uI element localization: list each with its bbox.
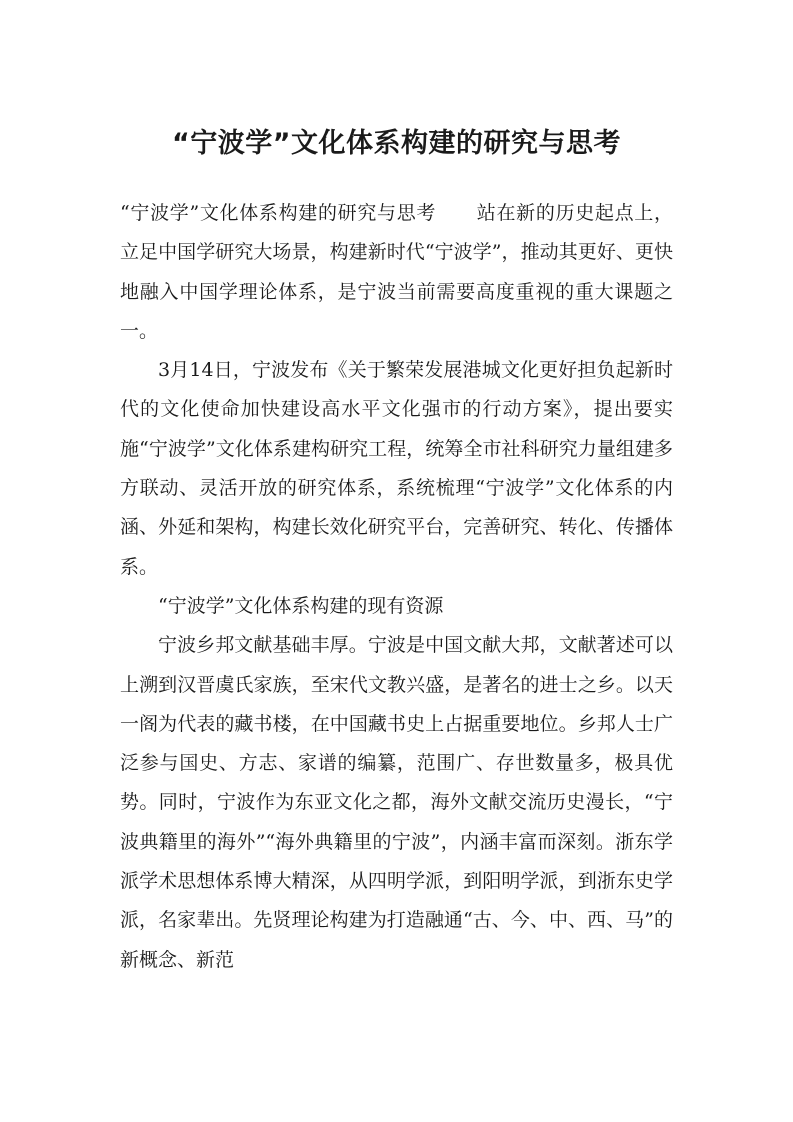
paragraph-intro-lead: “宁波学”文化体系构建的研究与思考	[120, 202, 437, 224]
paragraph-intro	[120, 194, 673, 351]
paragraph-action-plan: 3月14日，宁波发布《关于繁荣发展港城文化更好担负起新时代的文化使命加快建设高水平文化强市的行动方案》，提出要实施“宁波学”文化体系建构研究工程，统筹全市社科研究力量组建多方联动、灵活开放的研究体系，系统梳理“宁波学”文化体系的内涵、外延和架构，构建长效化研究平台，完善研究、转化、传播体系。	[120, 359, 673, 578]
section-heading: “宁波学”文化体系构建的现有资源	[158, 594, 444, 617]
document-title: “宁波学”文化体系构建的研究与思考	[172, 128, 621, 159]
document-body	[120, 194, 673, 980]
paragraph-resources: 宁波乡邦文献基础丰厚。宁波是中国文献大邦，文献著述可以上溯到汉晋虞氏家族，至宋代文教兴盛，是著名的进士之乡。以天一阁为代表的藏书楼，在中国藏书史上占据重要地位。乡邦人士广泛参与国史、方志、家谱的编纂，范围广、存世数量多，极具优势。同时，宁波作为东亚文化之都，海外文献交流历史漫长，“宁波典籍里的海外”“海外典籍里的宁波”，内涵丰富而深刻。浙东学派学术思想体系博大精深，从四明学派，到阳明学派，到浙东史学派，名家辈出。先贤理论构建为打造融通“古、今、中、西、马”的新概念、新范	[120, 634, 673, 971]
paragraph-intro-text: 站在新的历史起点上，立足中国学研究大场景，构建新时代“宁波学”，推动其更好、更快地融入中国学理论体系，是宁波当前需要高度重视的重大课题之一。	[120, 202, 673, 342]
